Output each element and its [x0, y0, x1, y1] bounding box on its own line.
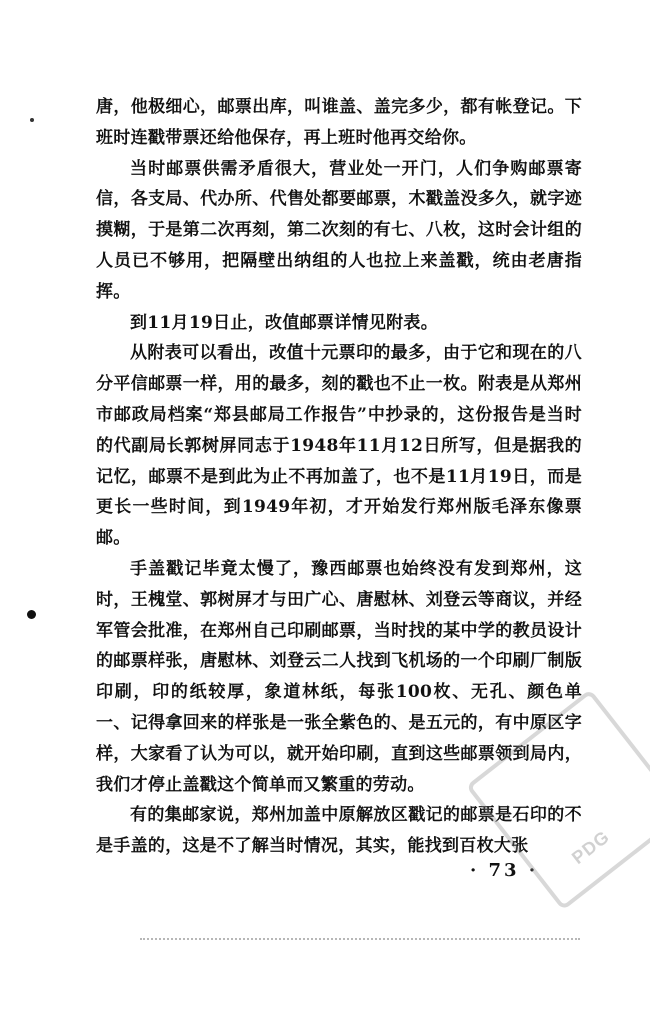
- scan-artifact-line: [140, 938, 580, 940]
- paragraph: 手盖戳记毕竟太慢了，豫西邮票也始终没有发到郑州，这时，王槐堂、郭树屏才与田广心、唐慰林、刘登云等商议，并经军管会批准，在郑州自己印刷邮票，当时找的某中学的教员设计的邮票样张，唐慰林、刘登云二人找到飞机场的一个印刷厂制版印刷，印的纸较厚，象道林纸，每张100枚、无孔、颜色单一、记得拿回来的样张是一张全紫色的、是五元的，有中原区字样，大家看了认为可以，就开始印刷，直到这些邮票领到局内，我们才停止盖戳这个简单而又繁重的劳动。: [96, 558, 582, 795]
- margin-speck: [30, 118, 34, 122]
- paragraph: 唐，他极细心，邮票出库，叫谁盖、盖完多少，都有帐登记。下班时连戳带票还给他保存，再上班时他再交给你。: [96, 97, 582, 148]
- watermark-text: PDG: [568, 826, 614, 868]
- paragraph: 从附表可以看出，改值十元票印的最多，由于它和现在的八分平信邮票一样，用的最多，刻的戳也不止一枚。附表是从郑州市邮政局档案“郑县邮局工作报告”中抄录的，这份报告是当时的代副局长郭树屏同志于1948年11月12日所写，但是据我的记忆，邮票不是到此为止不再加盖了，也不是11月19日，而是更长一些时间，到1949年初，才开始发行郑州版毛泽东像票邮。: [96, 343, 582, 549]
- margin-speck: [27, 610, 36, 619]
- body-text: [96, 92, 582, 862]
- paragraph: 有的集邮家说，郑州加盖中原解放区戳记的邮票是石印的不是手盖的，这是不了解当时情况，其实，能找到百枚大张: [96, 805, 582, 857]
- paragraph: 到11月19日止，改值邮票详情见附表。: [130, 312, 439, 333]
- paragraph: 当时邮票供需矛盾很大，营业处一开门，人们争购邮票寄信，各支局、代办所、代售处都要邮票，木戳盖没多久，就字迹摸糊，于是第二次再刻，第二次刻的有七、八枚，这时会计组的人员已不够用，把隔壁出纳组的人也拉上来盖戳，统由老唐指挥。: [96, 158, 582, 302]
- page-number: · 73 ·: [470, 860, 539, 881]
